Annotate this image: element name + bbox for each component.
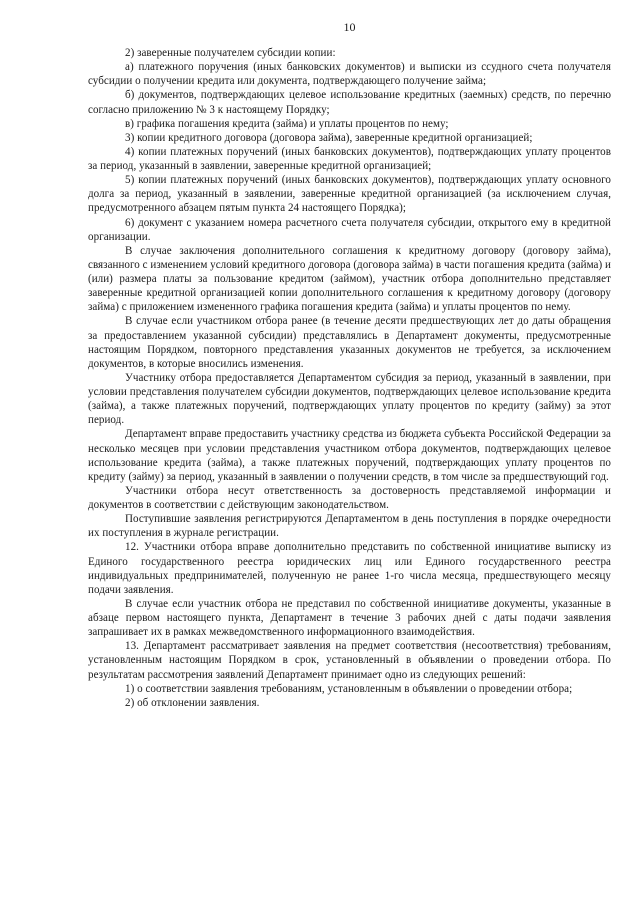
paragraph: Участники отбора несут ответственность за достоверность представляемой информации и документов в соответствии с действующим законодательством.: [88, 484, 611, 511]
document-body: [88, 46, 611, 710]
paragraph: Департамент вправе предоставить участнику средства из бюджета субъекта Российской Федерации за несколько месяцев при условии представления участником отбора документов, подтверждающих целевое использование кредита (займа), а также платежных поручений, подтверждающих уплату процентов по кредиту (займу) за период, указанный в заявлении о получении средств, в том числе за предшествующий год.: [88, 428, 611, 483]
paragraph: 13. Департамент рассматривает заявления на предмет соответствия (несоответствия) требованиям, установленным настоящим Порядком в срок, установленный в объявлении о проведении отбора. По результатам рассмотрения заявлений Департамент принимает одно из следующих решений:: [88, 640, 611, 681]
paragraph: 12. Участники отбора вправе дополнительно представить по собственной инициативе выписку из Единого государственного реестра юридических лиц или Единого государственного реестра индивидуальных предпринимателей, полученную не ранее 1-го числа месяца, предшествующего месяцу подачи заявления.: [88, 541, 611, 596]
paragraph: б) документов, подтверждающих целевое использование кредитных (заемных) средств, по перечню согласно приложению № 3 к настоящему Порядку;: [88, 89, 611, 116]
paragraph: 6) документ с указанием номера расчетного счета получателя субсидии, открытого ему в кредитной организации.: [88, 216, 611, 243]
page-number: 10: [343, 20, 356, 34]
paragraph: Участнику отбора предоставляется Департаментом субсидия за период, указанный в заявлении, при условии представления получателем субсидии документов, подтверждающих целевое использование кредита (займа), а также платежных поручений, подтверждающих уплату процентов по кредиту (займу) за этот период.: [88, 371, 611, 427]
paragraph: В случае если участником отбора ранее (в течение десяти предшествующих лет до даты обращения за предоставлением указанной субсидии) представлялись в Департамент документы, предусмотренные настоящим Порядком, повторного представления указанных документов не требуется, за исключением документов, в которые вносились изменения.: [88, 315, 611, 370]
paragraph: В случае заключения дополнительного соглашения к кредитному договору (договору займа), связанного с изменением условий кредитного договора (договора займа) в части погашения кредита (займа) и (или) размера платы за пользование кредитом (займом), участник отбора дополнительно представляет заверенные кредитной организацией копии дополнительного соглашения к кредитному договору (договору займа) с приложением измененного графика погашения кредита (займа) и уплаты процентов по нему.: [88, 244, 611, 314]
paragraph: Поступившие заявления регистрируются Департаментом в день поступления в порядке очередности их поступления в журнале регистрации.: [88, 513, 611, 540]
paragraph: 1) о соответствии заявления требованиям, установленным в объявлении о проведении отбора;: [125, 682, 573, 695]
paragraph: В случае если участник отбора не представил по собственной инициативе документы, указанные в абзаце первом настоящего пункта, Департамент в течение 3 рабочих дней с даты подачи заявления запрашивает их в рамках межведомственного информационного взаимодействия.: [88, 597, 611, 639]
paragraph: 5) копии платежных поручений (иных банковских документов), подтверждающих уплату основного долга за период, указанный в заявлении, заверенные кредитной организацией (за исключением случая, предусмотренного абзацем пятым пункта 24 настоящего Порядка);: [88, 174, 611, 215]
paragraph: в) графика погашения кредита (займа) и уплаты процентов по нему;: [125, 117, 449, 130]
paragraph: 4) копии платежных поручений (иных банковских документов), подтверждающих уплату процентов за период, указанный в заявлении, заверенные кредитной организацией;: [88, 145, 611, 172]
paragraph: а) платежного поручения (иных банковских документов) и выписки из ссудного счета получателя субсидии о получении кредита или документа, подтверждающего получение займа;: [88, 61, 611, 88]
paragraph: 3) копии кредитного договора (договора займа), заверенные кредитной организацией;: [125, 131, 533, 144]
paragraph: 2) заверенные получателем субсидии копии:: [125, 47, 336, 59]
paragraph: 2) об отклонении заявления.: [125, 696, 260, 709]
